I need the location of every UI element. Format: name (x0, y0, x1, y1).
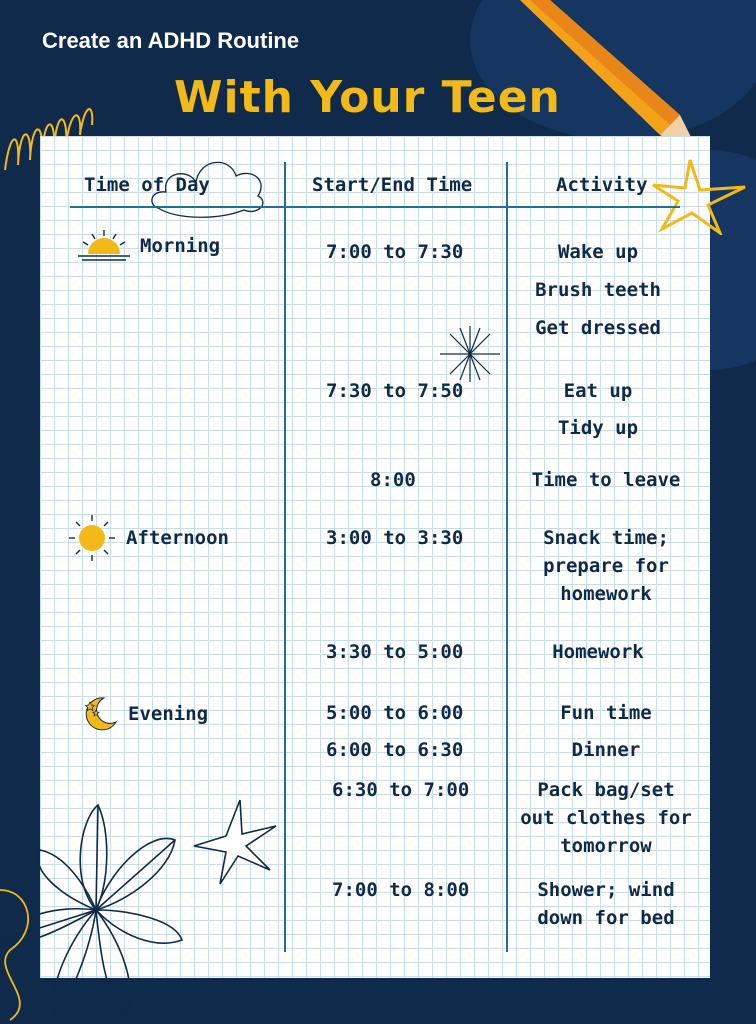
activity-cell: Snack time; prepare for homework (543, 527, 669, 605)
time-cell: 5:00 to 6:00 (326, 702, 464, 724)
column-header-activity: Activity (556, 174, 648, 196)
period-evening (80, 696, 208, 732)
activity-cell: Fun time (560, 702, 652, 724)
time-cell: 3:30 to 5:00 (326, 641, 464, 663)
star-icon (650, 155, 750, 235)
time-cell: 6:30 to 7:00 (332, 779, 470, 801)
activity-cell: Shower; wind down for bed (537, 879, 675, 929)
squiggle-doodle (0, 870, 60, 1024)
period-afternoon (68, 514, 229, 562)
time-cell: 6:00 to 6:30 (326, 739, 464, 761)
activity-cell: Homework (552, 641, 644, 663)
sparkle-doodle (438, 324, 502, 384)
time-cell: 8:00 (370, 469, 416, 491)
activity-cell: Pack bag/set out clothes for tomorrow (520, 779, 692, 857)
time-cell: 7:30 to 7:50 (326, 380, 464, 402)
period-label: Morning (140, 235, 221, 257)
column-divider (506, 162, 508, 952)
period-label: Afternoon (126, 527, 229, 549)
activity-cell: Time to leave (531, 469, 681, 491)
star-outline-doodle (190, 796, 282, 888)
time-cell: 7:00 to 8:00 (332, 879, 470, 901)
activity-cell: Wake up (557, 241, 639, 263)
column-header-time-of-day: Time of Day (84, 174, 210, 196)
period-label: Evening (128, 703, 209, 725)
moon-icon (80, 696, 118, 732)
sun-icon (68, 514, 116, 562)
time-cell: 7:00 to 7:30 (326, 241, 464, 263)
activity-cell: Tidy up (557, 417, 639, 439)
column-divider (284, 162, 286, 952)
page-subtitle: Create an ADHD Routine (42, 28, 300, 53)
column-header-start-end-time: Start/End Time (312, 174, 473, 196)
time-cell: 3:00 to 3:30 (326, 527, 464, 549)
period-morning (78, 228, 220, 264)
page-title: With Your Teen (174, 72, 561, 123)
sunrise-icon (78, 228, 130, 264)
activity-cell: Get dressed (535, 317, 661, 339)
activity-cell: Eat up (563, 380, 633, 402)
activity-cell: Dinner (571, 739, 641, 761)
activity-cell: Brush teeth (535, 279, 661, 301)
header-rule (70, 206, 680, 208)
